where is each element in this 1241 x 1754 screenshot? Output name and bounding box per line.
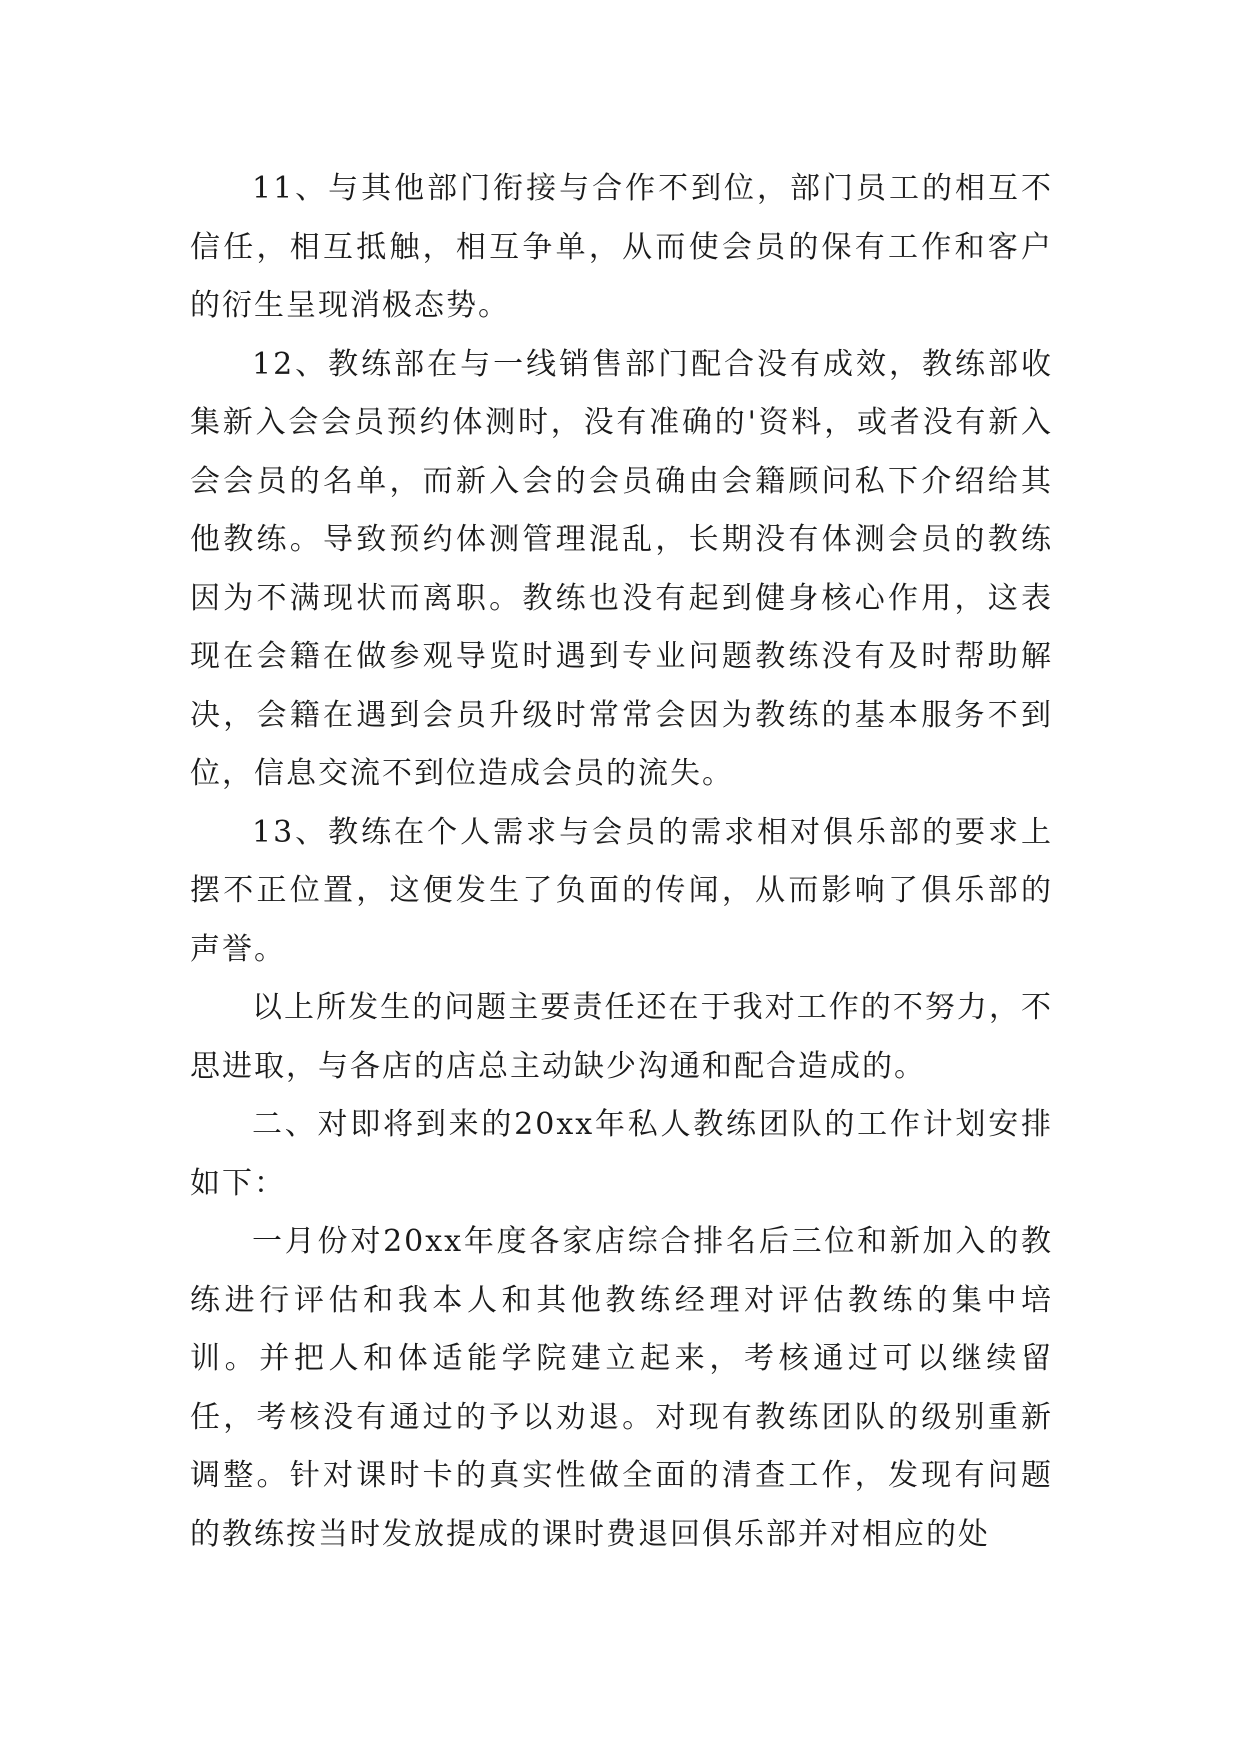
document-body — [190, 160, 1053, 1564]
paragraph-summary: 以上所发生的问题主要责任还在于我对工作的不努力，不思进取，与各店的店总主动缺少沟通和配合造成的。 — [190, 990, 1053, 1084]
paragraph-item-11: 11、与其他部门衔接与合作不到位，部门员工的相互不信任，相互抵触，相互争单，从而使会员的保有工作和客户的衍生呈现消极态势。 — [190, 171, 1053, 323]
section-heading-plan: 二、对即将到来的20xx年私人教练团队的工作计划安排如下： — [190, 1107, 1053, 1201]
paragraph-item-12: 12、教练部在与一线销售部门配合没有成效，教练部收集新入会会员预约体测时，没有准确的'资料，或者没有新入会会员的名单，而新入会的会员确由会籍顾问私下介绍给其他教练。导致预约体测管理混乱，长期没有体测会员的教练因为不满现状而离职。教练也没有起到健身核心作用，这表现在会籍在做参观导览时遇到专业问题教练没有及时帮助解决，会籍在遇到会员升级时常常会因为教练的基本服务不到位，信息交流不到位造成会员的流失。 — [190, 346, 1053, 791]
paragraph-item-13: 13、教练在个人需求与会员的需求相对俱乐部的要求上摆不正位置，这便发生了负面的传闻，从而影响了俱乐部的声誉。 — [190, 814, 1053, 967]
paragraph-january-plan: 一月份对20xx年度各家店综合排名后三位和新加入的教练进行评估和我本人和其他教练经理对评估教练的集中培训。并把人和体适能学院建立起来，考核通过可以继续留任，考核没有通过的予以劝退。对现有教练团队的级别重新调整。针对课时卡的真实性做全面的清查工作，发现有问题的教练按当时发放提成的课时费退回俱乐部并对相应的处 — [190, 1224, 1053, 1552]
